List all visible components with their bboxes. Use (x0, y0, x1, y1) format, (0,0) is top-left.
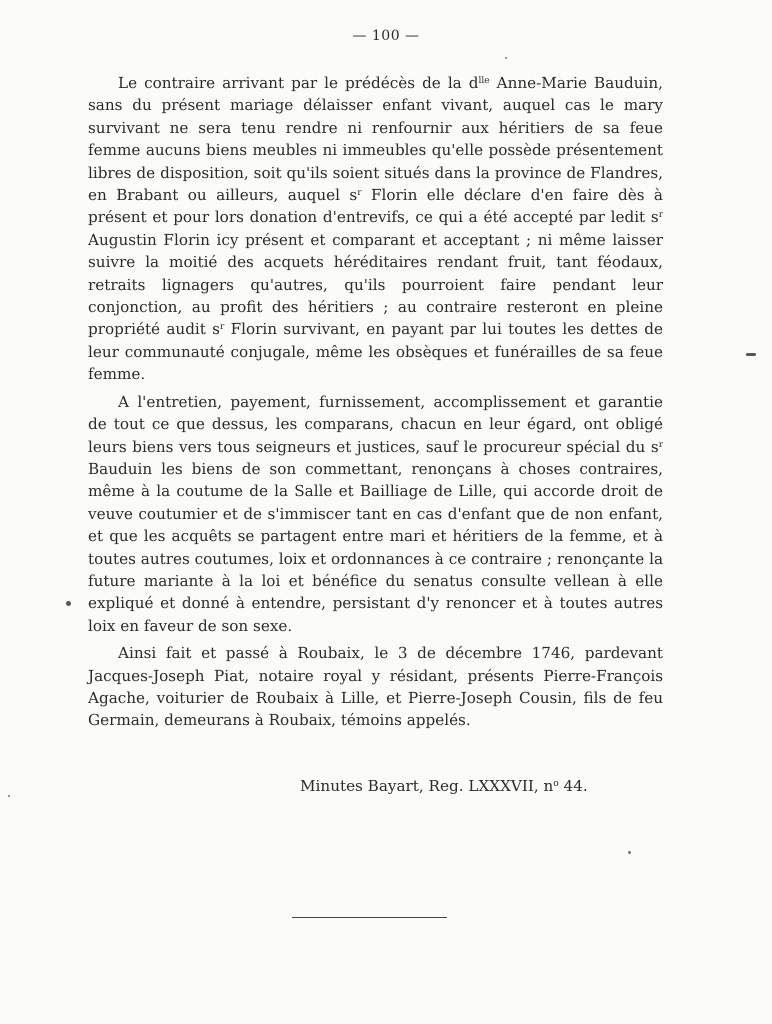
closing-rule (292, 917, 447, 918)
page-number: — 100 — (352, 28, 420, 44)
superscript: lle (478, 76, 490, 86)
reference-text: Minutes Bayart, Reg. LXXXVII, n (300, 777, 554, 795)
text-run: Anne-Marie Bauduin, sans du présent mariage délaisser enfant vivant, auquel cas le mary survivant ne sera tenu rendre ni renfournir aux héritiers de sa feue femme aucuns biens meubles ni immeubles qu'elle possède présentement libres de disposition, soit qu'ils soient situés dans la province de Flandres, en Brabant ou ailleurs, auquel s (88, 74, 664, 205)
text-run: Florin survivant, en payant par lui toutes les dettes de leur communauté conjugale, même les obsèques et funérailles de sa feue femme. (88, 320, 663, 384)
paper-speck (628, 851, 631, 854)
reference-number: 44. (558, 777, 588, 795)
paper-speck (8, 795, 10, 797)
archive-reference (300, 777, 640, 795)
document-body (88, 72, 663, 737)
paper-speck (66, 601, 71, 606)
paper-speck (505, 57, 507, 59)
superscript: r (219, 322, 225, 333)
text-run: Le contraire arrivant par le prédécès de la d (118, 74, 479, 92)
text-run: Augustin Florin icy présent et comparant et acceptant ; ni même laisser suivre la moitié des acquets héréditaires rendant fruit, tant féodaux, retraits lignagers qu'autres, qu'ils pourroient faire pendant leur conjonction, au profit des héritiers ; au contraire resteront en pleine propriété audit s (88, 230, 663, 339)
paragraph-marriage-clause (88, 72, 663, 386)
superscript: o (553, 779, 559, 789)
text-run: Bauduin les biens de son commettant, renonçans à choses contraires, même à la coutume de la Salle et Bailliage de Lille, qui accorde droit de veuve coutumier et de s'immiscer tant en cas d'enfant que de non enfant, et que les acquêts se partagent entre mari et héritiers de la femme, et à toutes autres coutumes, loix et ordonnances à ce contraire ; renonçante la future mariante à la loi et bénéfice du senatus consulte vellean à elle expliqué et donné à entendre, persistant d'y renoncer et à toutes autres loix en faveur de son sexe. (88, 459, 663, 635)
paragraph-execution-clause: Ainsi fait et passé à Roubaix, le 3 de décembre 1746, pardevant Jacques-Joseph Piat, notaire royal y résidant, présents Pierre-François Agache, voiturier de Roubaix à Lille, et Pierre-Joseph Cousin, fils de feu Germain, demeurans à Roubaix, témoins appelés. (88, 644, 663, 730)
superscript: r (357, 188, 362, 199)
text-run: Florin elle déclare d'en faire dès à présent et pour lors donation d'entrevifs, ce qui a été accepté par ledit s (88, 186, 663, 227)
text-run: A l'entretien, payement, furnissement, accomplissement et garantie de tout ce que dessus, les comparans, chacun en leur égard, ont obligé leurs biens vers tous seigneurs et justices, sauf le procureur spécial du s (88, 392, 663, 456)
paragraph-guarantee-clause (88, 391, 663, 637)
paper-speck (746, 353, 756, 356)
superscript: r (658, 439, 663, 450)
superscript: r (658, 210, 663, 221)
